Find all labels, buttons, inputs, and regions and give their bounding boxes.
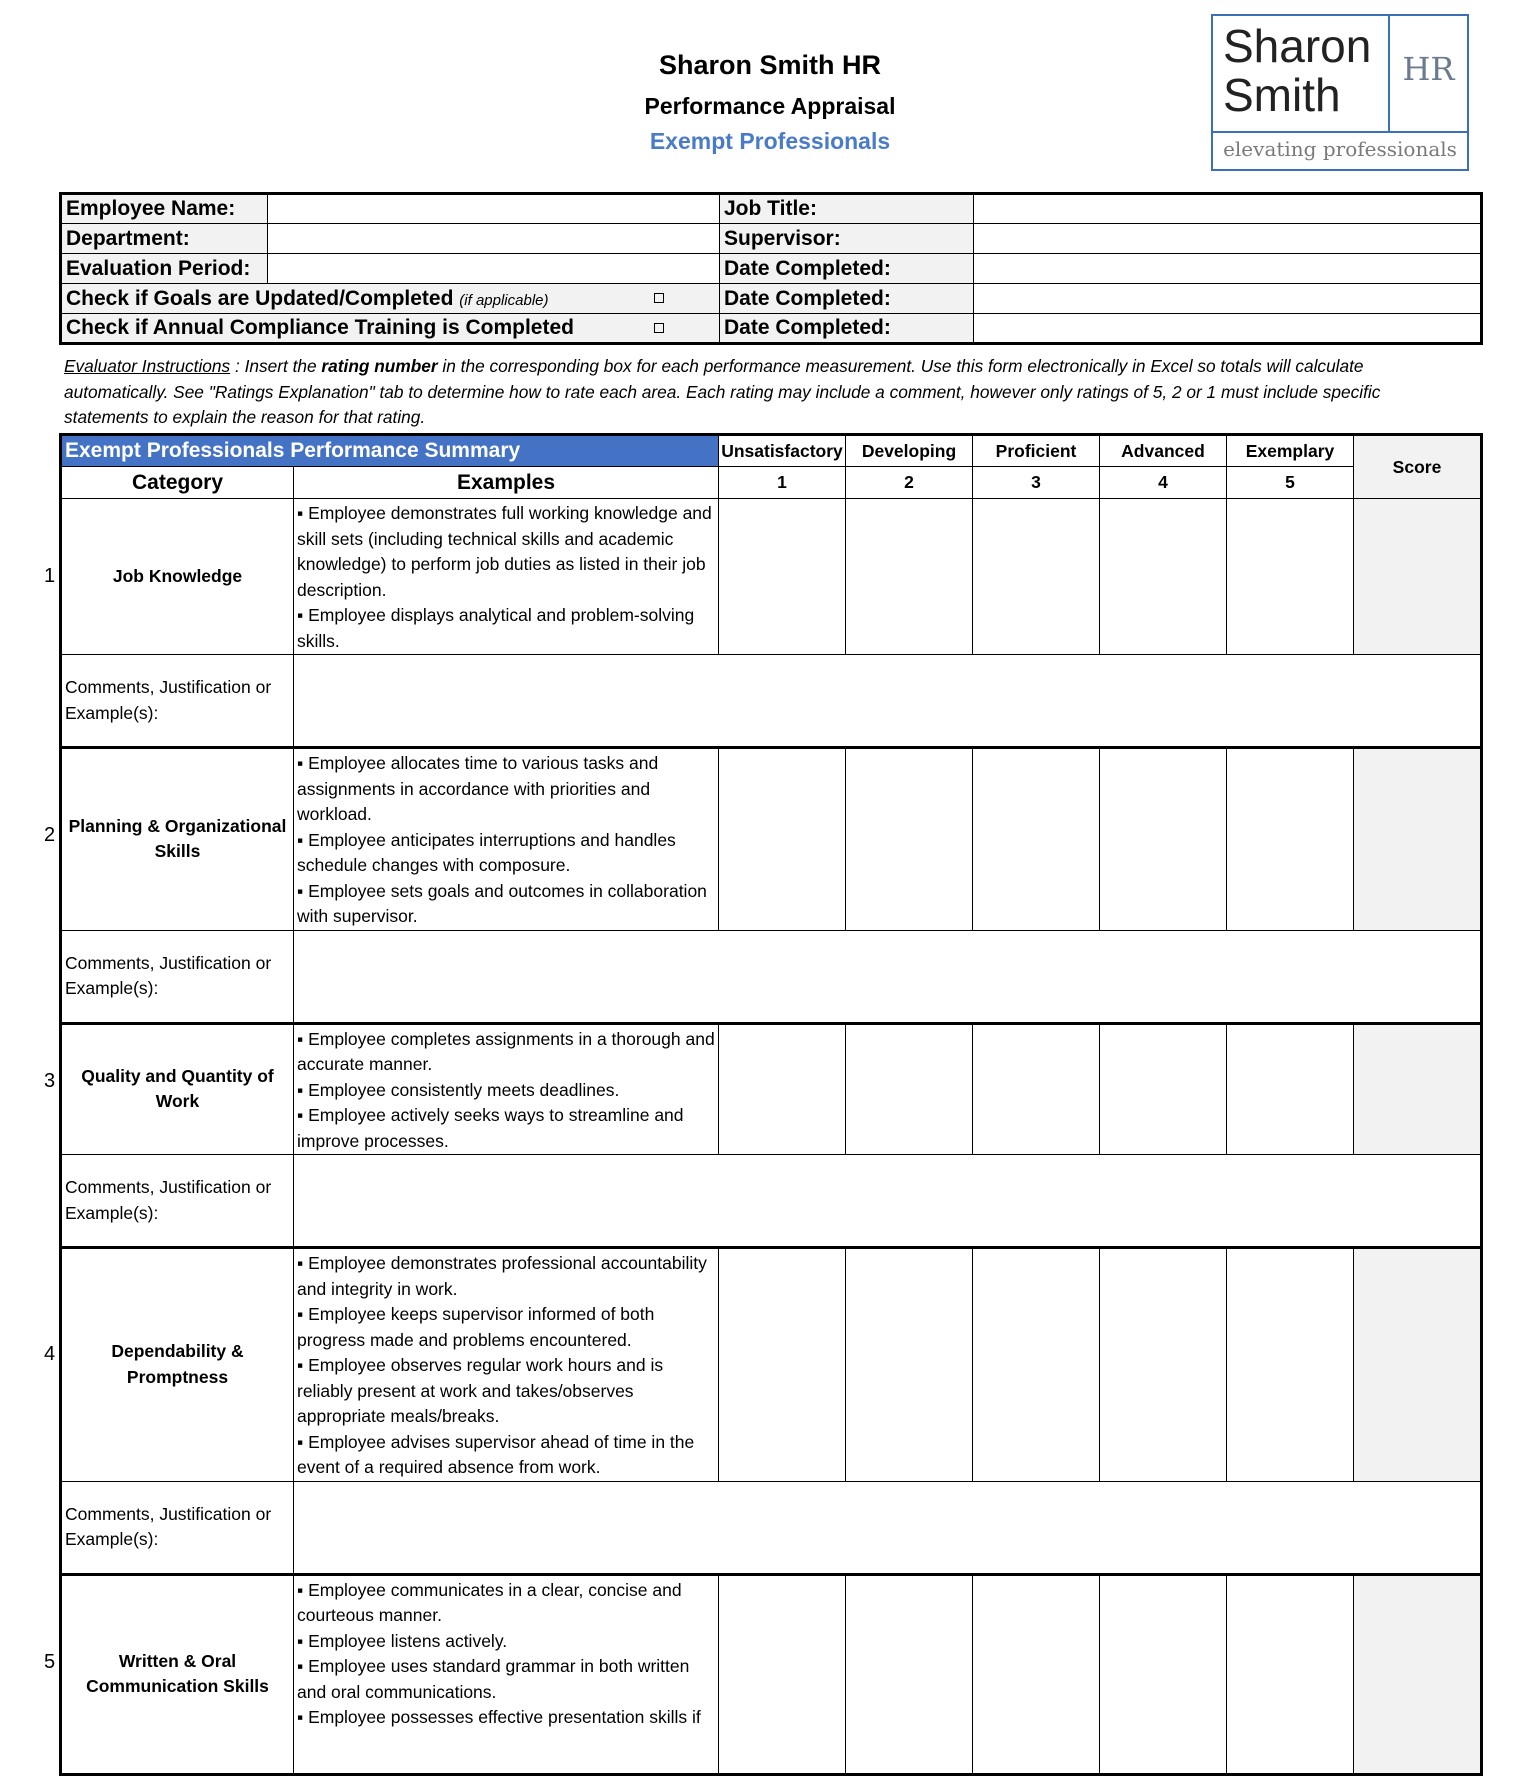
category-row bbox=[61, 1248, 1482, 1482]
training-checkbox[interactable] bbox=[654, 323, 664, 333]
logo-tagline: elevating professionals bbox=[1223, 137, 1457, 161]
evaluation-period-label: Evaluation Period: bbox=[61, 254, 268, 284]
job-title-label: Job Title: bbox=[720, 194, 974, 224]
example-item: ▪ Employee keeps supervisor informed of both progress made and problems encountered. bbox=[297, 1304, 655, 1350]
category-row bbox=[61, 1574, 1482, 1774]
training-date-completed-field[interactable] bbox=[974, 314, 1482, 344]
goals-date-completed-label: Date Completed: bbox=[720, 284, 974, 314]
rating-cell[interactable] bbox=[1227, 1248, 1354, 1482]
example-item: ▪ Employee consistently meets deadlines. bbox=[297, 1079, 620, 1100]
row-number: 2 bbox=[44, 824, 56, 846]
rating-cell[interactable] bbox=[973, 1574, 1100, 1774]
employee-info-table bbox=[59, 192, 1483, 345]
comment-field[interactable] bbox=[294, 1155, 1482, 1248]
comment-label: Comments, Justification or Example(s): bbox=[61, 655, 294, 748]
goals-check-row bbox=[61, 284, 720, 314]
level-name: Advanced bbox=[1100, 435, 1227, 467]
training-check-label: Check if Annual Compliance Training is Completed bbox=[66, 316, 574, 339]
example-item: ▪ Employee uses standard grammar in both written and oral communications. bbox=[297, 1656, 690, 1702]
rating-cell[interactable] bbox=[1100, 1248, 1227, 1482]
summary-title: Exempt Professionals Performance Summary bbox=[61, 435, 719, 467]
example-item: ▪ Employee demonstrates professional accountability and integrity in work. bbox=[297, 1253, 707, 1299]
rating-cell[interactable] bbox=[719, 1023, 846, 1155]
instructions-lead: Evaluator Instructions bbox=[64, 356, 231, 376]
rating-cell[interactable] bbox=[846, 499, 973, 655]
examples-header: Examples bbox=[294, 467, 719, 499]
supervisor-field[interactable] bbox=[974, 224, 1482, 254]
level-number: 5 bbox=[1227, 467, 1354, 499]
goals-check-note: (if applicable) bbox=[459, 291, 549, 309]
rating-cell[interactable] bbox=[1227, 499, 1354, 655]
rating-cell[interactable] bbox=[1100, 1023, 1227, 1155]
category-examples bbox=[294, 1248, 719, 1482]
date-completed-field[interactable] bbox=[974, 254, 1482, 284]
example-item: ▪ Employee demonstrates full working knowledge and skill sets (including technical skills and academic knowledge) to perform job duties as listed in their job description. bbox=[297, 503, 712, 600]
rating-cell[interactable] bbox=[1100, 499, 1227, 655]
level-number: 2 bbox=[846, 467, 973, 499]
rating-cell[interactable] bbox=[1227, 1574, 1354, 1774]
rating-cell[interactable] bbox=[973, 499, 1100, 655]
example-item: ▪ Employee actively seeks ways to streamline and improve processes. bbox=[297, 1105, 684, 1151]
date-completed-label: Date Completed: bbox=[720, 254, 974, 284]
category-name: Dependability & Promptness bbox=[61, 1248, 294, 1482]
level-name: Developing bbox=[846, 435, 973, 467]
employee-name-label: Employee Name: bbox=[61, 194, 268, 224]
goals-check-label: Check if Goals are Updated/Completed bbox=[66, 286, 454, 310]
category-examples bbox=[294, 499, 719, 655]
example-item: ▪ Employee displays analytical and problem-solving skills. bbox=[297, 605, 695, 651]
training-check-row bbox=[61, 314, 720, 344]
category-name: Job Knowledge bbox=[61, 499, 294, 655]
rating-cell[interactable] bbox=[1100, 748, 1227, 931]
comment-field[interactable] bbox=[294, 1481, 1482, 1574]
department-field[interactable] bbox=[268, 224, 720, 254]
level-number: 3 bbox=[973, 467, 1100, 499]
instructions-bold: rating number bbox=[321, 356, 438, 376]
rating-cell[interactable] bbox=[719, 499, 846, 655]
category-examples bbox=[294, 1023, 719, 1155]
score-cell bbox=[1354, 1574, 1482, 1774]
category-examples bbox=[294, 1574, 719, 1774]
level-number: 4 bbox=[1100, 467, 1227, 499]
category-name: Quality and Quantity of Work bbox=[61, 1023, 294, 1155]
logo-name: Sharon Smith bbox=[1223, 20, 1372, 121]
category-name: Planning & Organizational Skills bbox=[61, 748, 294, 931]
performance-summary-table bbox=[59, 433, 1483, 1776]
form-title: Performance Appraisal bbox=[644, 93, 896, 119]
evaluator-instructions: Evaluator Instructions : Insert the rating number in the corresponding box for each performance measurement. Use this form electronically in Excel so totals will calculate automatically. See "Ratings Explanation" tab to determine how to rate each area. Each rating may include a comment, however only ratings of 5, 2 or 1 must include specific statements to explain the reason for that rating. bbox=[64, 356, 1381, 427]
row-number: 1 bbox=[44, 565, 56, 587]
comment-field[interactable] bbox=[294, 655, 1482, 748]
example-item: ▪ Employee advises supervisor ahead of time in the event of a required absence from work. bbox=[297, 1431, 695, 1477]
score-cell bbox=[1354, 1248, 1482, 1482]
category-header: Category bbox=[61, 467, 294, 499]
example-item: ▪ Employee communicates in a clear, concise and courteous manner. bbox=[297, 1579, 682, 1625]
comment-row bbox=[61, 1155, 1482, 1248]
rating-cell[interactable] bbox=[846, 1574, 973, 1774]
goals-date-completed-field[interactable] bbox=[974, 284, 1482, 314]
rating-cell[interactable] bbox=[846, 1248, 973, 1482]
category-examples bbox=[294, 748, 719, 931]
rating-cell[interactable] bbox=[1227, 748, 1354, 931]
category-row bbox=[61, 748, 1482, 931]
supervisor-label: Supervisor: bbox=[720, 224, 974, 254]
rating-cell[interactable] bbox=[719, 748, 846, 931]
logo-hr: HR bbox=[1402, 50, 1455, 88]
goals-checkbox[interactable] bbox=[654, 293, 664, 303]
comment-label: Comments, Justification or Example(s): bbox=[61, 930, 294, 1023]
rating-cell[interactable] bbox=[973, 1023, 1100, 1155]
score-cell bbox=[1354, 748, 1482, 931]
comment-label: Comments, Justification or Example(s): bbox=[61, 1481, 294, 1574]
rating-cell[interactable] bbox=[973, 748, 1100, 931]
comment-row bbox=[61, 1481, 1482, 1574]
score-cell bbox=[1354, 499, 1482, 655]
comment-label: Comments, Justification or Example(s): bbox=[61, 1155, 294, 1248]
example-item: ▪ Employee allocates time to various tasks and assignments in accordance with priorities and workload. bbox=[297, 753, 659, 824]
evaluation-period-field[interactable] bbox=[268, 254, 720, 284]
comment-row bbox=[61, 655, 1482, 748]
rating-cell[interactable] bbox=[719, 1574, 846, 1774]
comment-field[interactable] bbox=[294, 930, 1482, 1023]
example-item: ▪ Employee sets goals and outcomes in collaboration with supervisor. bbox=[297, 880, 707, 926]
example-item: ▪ Employee possesses effective presentation skills if bbox=[297, 1707, 701, 1727]
row-number: 3 bbox=[44, 1070, 56, 1092]
department-label: Department: bbox=[61, 224, 268, 254]
level-name: Proficient bbox=[973, 435, 1100, 467]
rating-cell[interactable] bbox=[719, 1248, 846, 1482]
job-title-field[interactable] bbox=[974, 194, 1482, 224]
example-item: ▪ Employee anticipates interruptions and handles schedule changes with composure. bbox=[297, 829, 676, 875]
form-subtitle: Exempt Professionals bbox=[649, 128, 891, 154]
rating-cell[interactable] bbox=[846, 748, 973, 931]
company-logo bbox=[1211, 14, 1469, 171]
score-header: Score bbox=[1354, 435, 1482, 499]
category-name: Written & Oral Communication Skills bbox=[61, 1574, 294, 1774]
rating-cell[interactable] bbox=[1100, 1574, 1227, 1774]
employee-name-field[interactable] bbox=[268, 194, 720, 224]
example-item: ▪ Employee completes assignments in a thorough and accurate manner. bbox=[297, 1028, 715, 1074]
comment-row bbox=[61, 930, 1482, 1023]
example-item: ▪ Employee listens actively. bbox=[297, 1630, 508, 1651]
category-row bbox=[61, 1023, 1482, 1155]
level-number: 1 bbox=[719, 467, 846, 499]
company-title: Sharon Smith HR bbox=[658, 50, 881, 80]
rating-cell[interactable] bbox=[1227, 1023, 1354, 1155]
level-name: Exemplary bbox=[1227, 435, 1354, 467]
training-date-completed-label: Date Completed: bbox=[720, 314, 974, 344]
level-name: Unsatisfactory bbox=[719, 435, 846, 467]
row-number: 4 bbox=[44, 1342, 56, 1365]
rating-cell[interactable] bbox=[973, 1248, 1100, 1482]
row-number: 5 bbox=[44, 1651, 56, 1673]
category-row bbox=[61, 499, 1482, 655]
score-cell bbox=[1354, 1023, 1482, 1155]
example-item: ▪ Employee observes regular work hours and is reliably present at work and takes/observes appropriate meals/breaks. bbox=[297, 1355, 664, 1426]
rating-cell[interactable] bbox=[846, 1023, 973, 1155]
